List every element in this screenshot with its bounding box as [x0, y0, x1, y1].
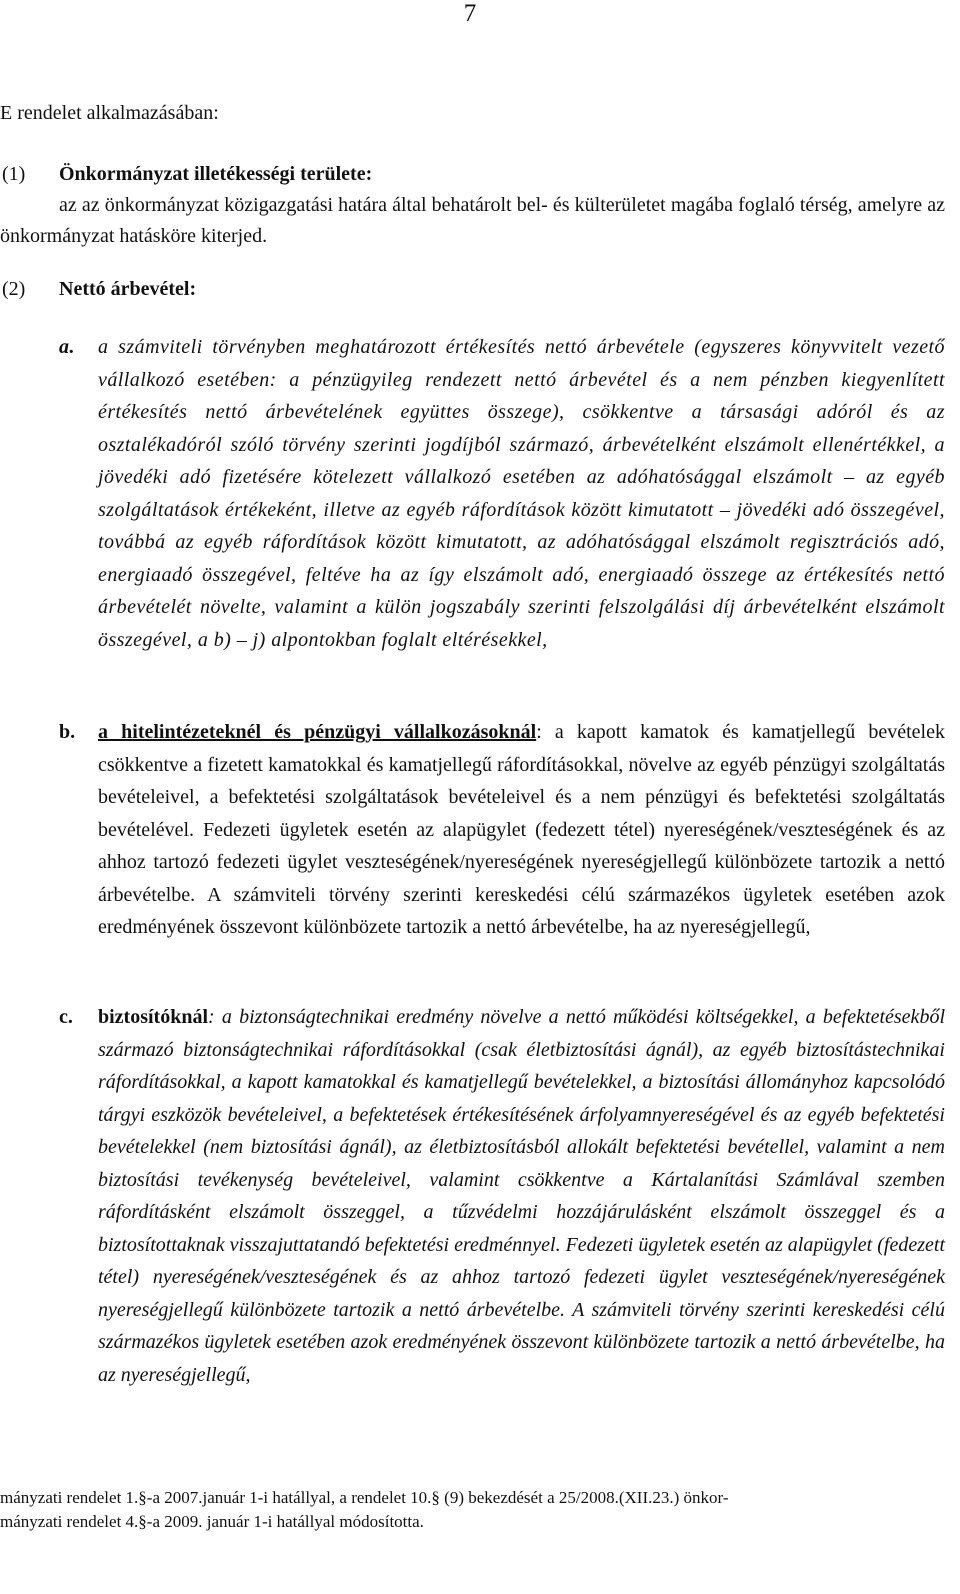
section-2 [0, 274, 945, 305]
section-number: (1) [2, 163, 26, 185]
intro-text: E rendelet alkalmazásában: [0, 102, 219, 124]
section-number: (2) [2, 278, 26, 300]
section-1 [0, 159, 945, 252]
item-lead: biztosítóknál [98, 1006, 209, 1028]
item-marker: a. [59, 336, 75, 358]
list-item-b [59, 716, 945, 944]
item-marker: c. [59, 1006, 73, 1028]
item-text: : a biztonságtechnikai eredmény növelve a nettó működési költségekkel, a befektetésekből származó biztonságtechnikai ráfordításokkal (csak életbiztosítási ágnál), az egyéb biztosítástechnikai ráfordításokkal, a kapott kamatokkal és kamatjellegű bevételekkel, a biztosítási állományhoz kapcsolódó tárgyi eszközök bevételeivel, a befektetések értékesítésének árfolyamnyereségével és az egyéb befektetési bevételekkel (nem biztosítási ágnál), az életbiztosításból allokált befektetési bevétellel, valamint a nem biztosítási tevékenység bevételeivel, valamint csökkentve a Kártalanítási Számlával szemben ráfordításként elszámolt összeggel, a tűzvédelmi hozzájárulásként elszámolt összeggel és a biztosítottaknak visszajuttatandó befektetési eredménnyel. Fedezeti ügyletek esetén az alapügylet (fedezett tétel) nyereségének/veszteségének és az ahhoz tartozó fedezeti ügylet veszteségének/nyereségének nyereségjellegű különbözete tartozik a nettó árbevételbe. A számviteli törvény szerinti kereskedési célú származékos ügyletek esetében azok eredményének összevont különbözete tartozik a nettó árbevételbe, ha az nyereségjellegű, [98, 1006, 945, 1386]
footnote-line: mányzati rendelet 4.§-a 2009. január 1-i hatállyal módosította. [0, 1512, 424, 1531]
page-number: 7 [463, 0, 477, 27]
list-item-a [59, 331, 945, 656]
footnote [0, 1486, 945, 1534]
section-body: az az önkormányzat közigazgatási határa által behatárolt bel- és külterületet magába foglaló térség, amelyre az önkormányzat hatásköre kiterjed. [0, 194, 945, 247]
item-marker: b. [59, 721, 76, 743]
item-text: : a kapott kamatok és kamatjellegű bevételek csökkentve a fizetett kamatokkal és kamatjellegű ráfordításokkal, növelve az egyéb pénzügyi szolgáltatás bevételeivel, a befektetési szolgáltatások bevételeivel és a nem pénzügyi és befektetési szolgáltatás bevételével. Fedezeti ügyletek esetén az alapügylet (fedezett tétel) nyereségének/veszteségének és az ahhoz tartozó fedezeti ügylet veszteségének/nyereségének nyereségjellegű különbözete tartozik a nettó árbevételbe. A számviteli törvény szerinti kereskedési célú származékos ügyletek esetében azok eredményének összevont különbözete tartozik a nettó árbevételbe, ha az nyereségjellegű, [98, 721, 945, 938]
footnote-line: mányzati rendelet 1.§-a 2007.január 1-i hatállyal, a rendelet 10.§ (9) bekezdését a 25/2008.(XII.23.) önkor- [0, 1488, 729, 1507]
item-text: a számviteli törvényben meghatározott értékesítés nettó árbevétele (egyszeres könyvvitelt vezető vállalkozó esetében: a pénzügyileg rendezett nettó árbevétel és a nem pénzben kiegyenlített értékesítés nettó árbevételének együttes összege), csökkentve a társasági adóról és az osztalékadóról szóló törvény szerinti jogdíjból származó, árbevételként elszámolt ellenértékkel, a jövedéki adó fizetésére kötelezett vállalkozó esetében az adóhatósággal elszámolt – az egyéb szolgáltatások értékeként, illetve az egyéb ráfordítások között kimutatott – jövedéki adó összegével, továbbá az egyéb ráfordítások között kimutatott, az adóhatósággal elszámolt regisztrációs adó, energiaadó összegével, feltéve ha az így elszámolt adó, energiaadó összege az értékesítés nettó árbevételét növelte, valamint a külön jogszabály szerinti felszolgálási díj árbevételként elszámolt összegével, a b) – j) alpontokban foglalt eltérésekkel, [98, 336, 945, 651]
item-lead: a hitelintézeteknél és pénzügyi vállalkozásoknál [98, 721, 537, 743]
section-heading: Önkormányzat illetékességi területe: [59, 163, 373, 185]
list-item-c [59, 1001, 945, 1391]
section-heading: Nettó árbevétel: [59, 278, 197, 300]
